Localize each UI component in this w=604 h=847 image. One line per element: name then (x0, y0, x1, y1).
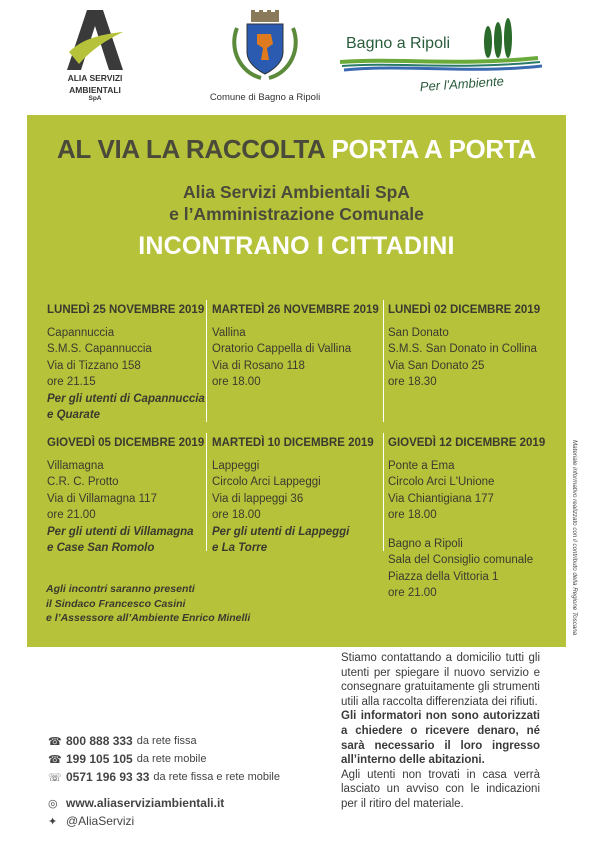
meeting-time: ore 18.00 (212, 509, 261, 521)
meeting-note: Per gli utenti di Lappeggi (212, 525, 350, 538)
meeting-note: e Case San Romolo (47, 542, 155, 554)
alia-name-1: ALIA SERVIZI (67, 73, 123, 83)
contact-row (48, 750, 280, 768)
globe-icon: ◎ (48, 797, 58, 810)
bagno-subtitle: Per l'Ambiente (419, 73, 505, 95)
spacer (388, 524, 545, 536)
medium-bin-icon (152, 657, 188, 705)
meeting-4 (47, 435, 204, 557)
bag-icon (52, 657, 94, 705)
bins-illustration (48, 647, 298, 707)
meeting-date: GIOVEDÌ 05 DICEMBRE 2019 (47, 437, 205, 449)
meeting-note: Per gli utenti di Capannuccia (47, 392, 205, 405)
title-part2: PORTA A PORTA (331, 134, 537, 164)
contact-label: da rete fissa e rete mobile (153, 771, 280, 783)
meeting-address: Via di Tizzano 158 (47, 359, 141, 372)
side-note-text: Materiale informativo realizzato con il contributo della Regione Toscana (571, 440, 578, 636)
meeting-address: Via di Rosano 118 (212, 359, 305, 372)
alia-logo (40, 8, 150, 108)
info-p3: Agli utenti non trovati in casa verrà lasciato un avviso con le indicazioni per il ritiro del materiale. (341, 768, 540, 810)
presenti-line: Agli incontri saranno presenti (46, 583, 195, 595)
meeting-time: ore 21.15 (47, 376, 96, 388)
contact-label: da rete fissa (136, 735, 197, 747)
presenti-line: e l’Assessore all’Ambiente Enrico Minelli (46, 612, 251, 624)
contact-row (48, 812, 280, 830)
meeting-address: Via San Donato 25 (388, 359, 485, 372)
presenti-line: il Sindaco Francesco Casini (46, 597, 186, 610)
meeting-2 (212, 302, 379, 391)
meeting-date: GIOVEDÌ 12 DICEMBRE 2019 (388, 437, 546, 449)
meeting-1 (47, 302, 205, 424)
meeting-time: ore 21.00 (47, 509, 96, 521)
meeting-address: Via di lappeggi 36 (212, 492, 304, 505)
meeting-venue: Sala del Consiglio comunale (388, 554, 534, 566)
wheelie-bin-icon (200, 655, 244, 706)
meeting-address: Via di Villamagna 117 (47, 492, 157, 505)
phone-icon: ☎ (48, 753, 62, 766)
meeting-time: ore 21.00 (388, 587, 437, 599)
contact-label: da rete mobile (136, 753, 207, 765)
contact-row (48, 732, 280, 750)
contact-row (48, 768, 280, 786)
comune-logo (200, 8, 330, 108)
meeting-place: Lappeggi (212, 459, 260, 472)
meeting-place: Vallina (212, 326, 246, 339)
bagno-title: Bagno a Ripoli (346, 35, 451, 52)
meeting-venue: S.M.S. San Donato in Collina (388, 343, 537, 355)
alia-spa: SpA (88, 95, 102, 102)
meeting-venue: C.R. C. Protto (47, 476, 119, 488)
comune-caption: Comune di Bagno a Ripoli (209, 92, 321, 103)
meeting-5 (212, 435, 374, 557)
meeting-address: Via Chiantigiana 177 (388, 492, 494, 505)
incontrano-heading: INCONTRANO I CITTADINI (138, 232, 455, 260)
meeting-time: ore 18.30 (388, 376, 437, 388)
info-text (341, 651, 540, 812)
contact-number[interactable]: 0571 196 93 33 (66, 770, 150, 784)
info-p1: Stiamo contattando a domicilio tutti gli utenti per spiegare il nuovo servizio e consegnare gratuitamente gli strumenti utili alla raccolta differenziata dei rifiuti. (341, 652, 540, 708)
meeting-3 (388, 302, 540, 391)
contact-number[interactable]: 800 888 333 (66, 734, 133, 748)
twitter-icon: ✦ (48, 815, 58, 828)
meeting-time: ore 18.00 (212, 376, 261, 388)
meeting-6 (388, 435, 545, 602)
coat-of-arms-icon (225, 8, 305, 84)
meeting-venue: S.M.S. Capannuccia (47, 343, 152, 355)
meeting-date: MARTEDÌ 10 DICEMBRE 2019 (212, 437, 374, 449)
meeting-note: e Quarate (47, 409, 101, 421)
contact-number[interactable]: 199 105 105 (66, 752, 133, 766)
meeting-place: Capannuccia (47, 326, 115, 339)
twitter-handle[interactable]: @AliaServizi (66, 814, 135, 828)
meeting-venue: Circolo Arci Lappeggi (212, 476, 321, 488)
side-note (566, 440, 584, 660)
meeting-date: MARTEDÌ 26 NOVEMBRE 2019 (212, 304, 379, 316)
meeting-date: LUNEDÌ 25 NOVEMBRE 2019 (47, 304, 205, 316)
meeting-note: Per gli utenti di Villamagna (47, 525, 194, 538)
phone-icon: ☎ (48, 735, 62, 748)
info-p2: Gli informatori non sono autorizzati a chiedere o ricevere denaro, né sarà necessario il loro ingresso all’interno delle abitazioni. (341, 710, 540, 767)
alia-name-2: AMBIENTALI (69, 84, 121, 95)
separator (383, 433, 384, 551)
page-title (27, 134, 566, 165)
meeting-date: LUNEDÌ 02 DICEMBRE 2019 (388, 304, 541, 316)
website-link[interactable]: www.aliaserviziambientali.it (66, 796, 225, 810)
separator (383, 300, 384, 422)
meeting-place: Villamagna (47, 459, 104, 472)
meeting-place: San Donato (388, 326, 449, 339)
bagno-logo (338, 18, 548, 103)
contacts (48, 732, 280, 830)
meeting-place: Ponte a Ema (388, 459, 455, 472)
meeting-address: Piazza della Vittoria 1 (388, 570, 499, 583)
subtitle (27, 181, 566, 225)
meeting-venue: Circolo Arci L'Unione (388, 476, 495, 488)
small-bin-icon (108, 661, 140, 705)
meeting-time: ore 18.00 (388, 509, 437, 521)
separator (206, 300, 207, 422)
contact-row (48, 794, 280, 812)
alia-a-icon (63, 8, 127, 72)
subtitle-line2: e l’Amministrazione Comunale (169, 204, 424, 224)
presenti-note (46, 582, 250, 626)
subtitle-line1: Alia Servizi Ambientali SpA (183, 182, 410, 202)
title-part1: AL VIA LA RACCOLTA (56, 134, 332, 164)
meeting-place: Bagno a Ripoli (388, 537, 463, 550)
meeting-venue: Oratorio Cappella di Vallina (212, 343, 352, 355)
phone-mobile-icon: ☏ (48, 771, 62, 784)
separator (206, 433, 207, 551)
meeting-note: e La Torre (212, 542, 268, 554)
